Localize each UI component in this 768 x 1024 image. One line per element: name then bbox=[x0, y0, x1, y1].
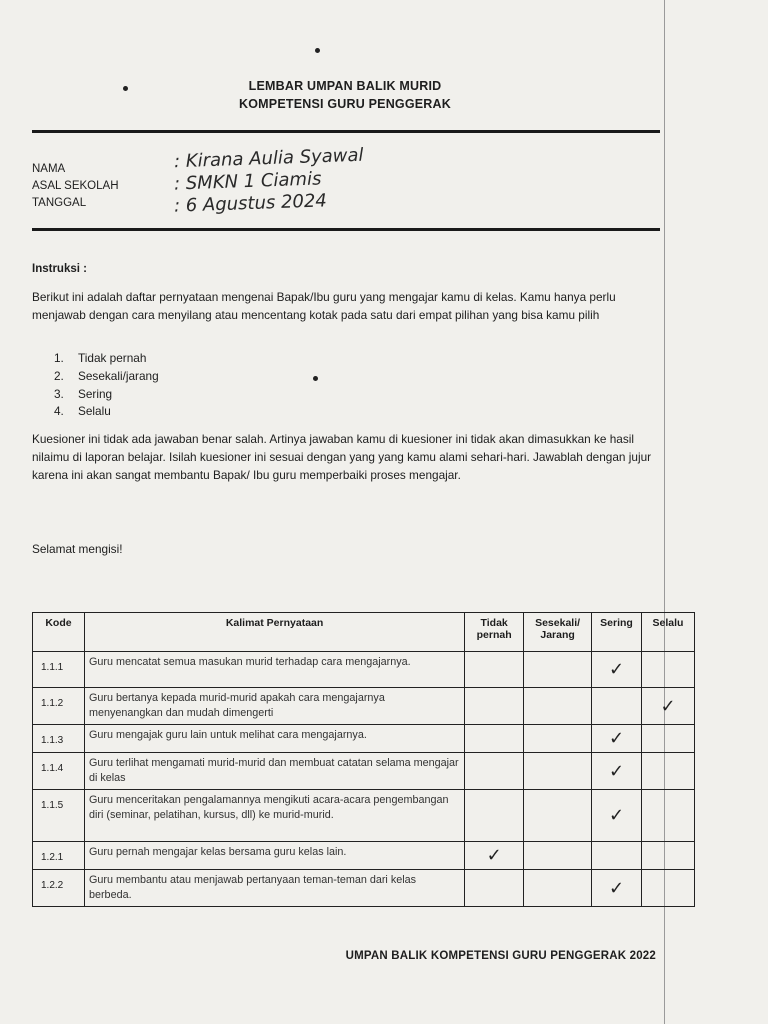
check-mark-icon: ✓ bbox=[486, 845, 502, 866]
row-statement: Guru terlihat mengamati murid-murid dan membuat catatan selama mengajar di kelas bbox=[84, 753, 464, 790]
answer-cell-sometimes[interactable] bbox=[524, 725, 592, 753]
answer-cell-often[interactable] bbox=[592, 842, 642, 870]
answer-cell-never[interactable] bbox=[465, 652, 524, 688]
row-code: 1.2.1 bbox=[33, 842, 85, 870]
footer-text: UMPAN BALIK KOMPETENSI GURU PENGGERAK 2022 bbox=[345, 950, 656, 962]
speck bbox=[315, 48, 320, 53]
answer-cell-often[interactable] bbox=[592, 725, 642, 753]
answer-cell-never[interactable] bbox=[465, 790, 524, 842]
check-mark-icon: ✓ bbox=[608, 877, 625, 899]
row-code: 1.1.3 bbox=[33, 725, 85, 753]
school-value: : SMKN 1 Ciamis bbox=[173, 168, 322, 195]
answer-cell-never[interactable] bbox=[465, 725, 524, 753]
answer-cell-often[interactable] bbox=[592, 753, 642, 790]
answer-cell-never[interactable] bbox=[465, 842, 524, 870]
option-number: 1. bbox=[54, 351, 64, 365]
instructions-heading: Instruksi : bbox=[32, 263, 87, 275]
school-label: ASAL SEKOLAH bbox=[32, 180, 119, 192]
check-mark-icon: ✓ bbox=[608, 760, 625, 782]
row-code: 1.1.5 bbox=[33, 790, 85, 842]
answer-cell-often[interactable] bbox=[592, 652, 642, 688]
option-item bbox=[54, 387, 112, 401]
header-always: Selalu bbox=[642, 613, 695, 652]
option-item bbox=[54, 369, 159, 383]
table-row bbox=[33, 688, 695, 725]
row-statement: Guru mengajak guru lain untuk melihat cara mengajarnya. bbox=[84, 725, 464, 753]
header-code: Kode bbox=[33, 613, 85, 652]
check-mark-icon: ✓ bbox=[608, 728, 625, 749]
row-statement: Guru pernah mengajar kelas bersama guru kelas lain. bbox=[84, 842, 464, 870]
header-statement: Kalimat Pernyataan bbox=[84, 613, 464, 652]
answer-cell-always[interactable] bbox=[642, 842, 695, 870]
answer-cell-always[interactable] bbox=[642, 870, 695, 907]
disclaimer-paragraph: Kuesioner ini tidak ada jawaban benar salah. Artinya jawaban kamu di kuesioner ini tidak akan dimasukkan ke hasil nilaimu di laporan belajar. Isilah kuesioner ini sesuai dengan yang yang kamu alami sehari-hari. Jawablah dengan jujur karena ini akan sangat membantu Bapak/ Ibu guru memperbaiki proses mengajar. bbox=[32, 432, 652, 482]
table-row bbox=[33, 842, 695, 870]
row-code: 1.1.2 bbox=[33, 688, 85, 725]
answer-cell-always[interactable] bbox=[642, 753, 695, 790]
date-label: TANGGAL bbox=[32, 197, 87, 209]
row-statement: Guru mencatat semua masukan murid terhadap cara mengajarnya. bbox=[84, 652, 464, 688]
answer-cell-often[interactable] bbox=[592, 688, 642, 725]
answer-cell-sometimes[interactable] bbox=[524, 870, 592, 907]
option-number: 4. bbox=[54, 404, 64, 418]
option-label: Sesekali/jarang bbox=[78, 369, 159, 383]
option-item bbox=[54, 351, 146, 365]
header-often: Sering bbox=[592, 613, 642, 652]
check-mark-icon: ✓ bbox=[608, 805, 625, 826]
row-code: 1.1.4 bbox=[33, 753, 85, 790]
check-mark-icon: ✓ bbox=[608, 659, 625, 680]
option-number: 3. bbox=[54, 387, 64, 401]
table-row bbox=[33, 652, 695, 688]
table-row bbox=[33, 725, 695, 753]
answer-cell-never[interactable] bbox=[465, 870, 524, 907]
questionnaire-table bbox=[32, 612, 695, 907]
top-rule bbox=[32, 130, 660, 133]
answer-cell-sometimes[interactable] bbox=[524, 790, 592, 842]
table-row bbox=[33, 790, 695, 842]
option-label: Selalu bbox=[78, 404, 111, 418]
answer-cell-never[interactable] bbox=[465, 753, 524, 790]
header-never: Tidak pernah bbox=[465, 613, 524, 652]
table-row bbox=[33, 753, 695, 790]
answer-cell-always[interactable] bbox=[642, 790, 695, 842]
answer-cell-always[interactable] bbox=[642, 725, 695, 753]
answer-cell-often[interactable] bbox=[592, 870, 642, 907]
name-label: NAMA bbox=[32, 163, 66, 175]
answer-cell-never[interactable] bbox=[465, 688, 524, 725]
date-value: : 6 Agustus 2024 bbox=[173, 190, 328, 217]
option-item bbox=[54, 404, 111, 418]
answer-cell-always[interactable] bbox=[642, 688, 695, 725]
option-number: 2. bbox=[54, 369, 64, 383]
check-mark-icon: ✓ bbox=[660, 695, 676, 717]
row-statement: Guru membantu atau menjawab pertanyaan teman-teman dari kelas berbeda. bbox=[84, 870, 464, 907]
table-header-row bbox=[33, 613, 695, 652]
closing-text: Selamat mengisi! bbox=[32, 542, 123, 556]
answer-cell-always[interactable] bbox=[642, 652, 695, 688]
header-sometimes: Sesekali/ Jarang bbox=[524, 613, 592, 652]
row-statement: Guru bertanya kepada murid-murid apakah cara mengajarnya menyenangkan dan mudah dimengerti bbox=[84, 688, 464, 725]
row-code: 1.2.2 bbox=[33, 870, 85, 907]
speck bbox=[313, 376, 318, 381]
document-title: LEMBAR UMPAN BALIK MURID bbox=[248, 79, 442, 93]
table-row bbox=[33, 870, 695, 907]
instructions-paragraph: Berikut ini adalah daftar pernyataan mengenai Bapak/Ibu guru yang mengajar kamu di kelas. Kamu hanya perlu menjawab dengan cara menyilang atau mencentang kotak pada satu dari empat pilihan yang bisa kamu pilih bbox=[32, 290, 616, 322]
name-value: : Kirana Aulia Syawal bbox=[173, 144, 364, 173]
answer-cell-sometimes[interactable] bbox=[524, 842, 592, 870]
option-label: Sering bbox=[78, 387, 113, 401]
answer-cell-sometimes[interactable] bbox=[524, 688, 592, 725]
bottom-rule bbox=[32, 228, 660, 231]
document-subtitle: KOMPETENSI GURU PENGGERAK bbox=[239, 97, 451, 111]
option-label: Tidak pernah bbox=[78, 351, 147, 365]
answer-cell-often[interactable] bbox=[592, 790, 642, 842]
row-code: 1.1.1 bbox=[33, 652, 85, 688]
answer-cell-sometimes[interactable] bbox=[524, 652, 592, 688]
answer-cell-sometimes[interactable] bbox=[524, 753, 592, 790]
row-statement: Guru menceritakan pengalamannya mengikuti acara-acara pengembangan diri (seminar, pelatihan, kursus, dll) ke murid-murid. bbox=[84, 790, 464, 842]
